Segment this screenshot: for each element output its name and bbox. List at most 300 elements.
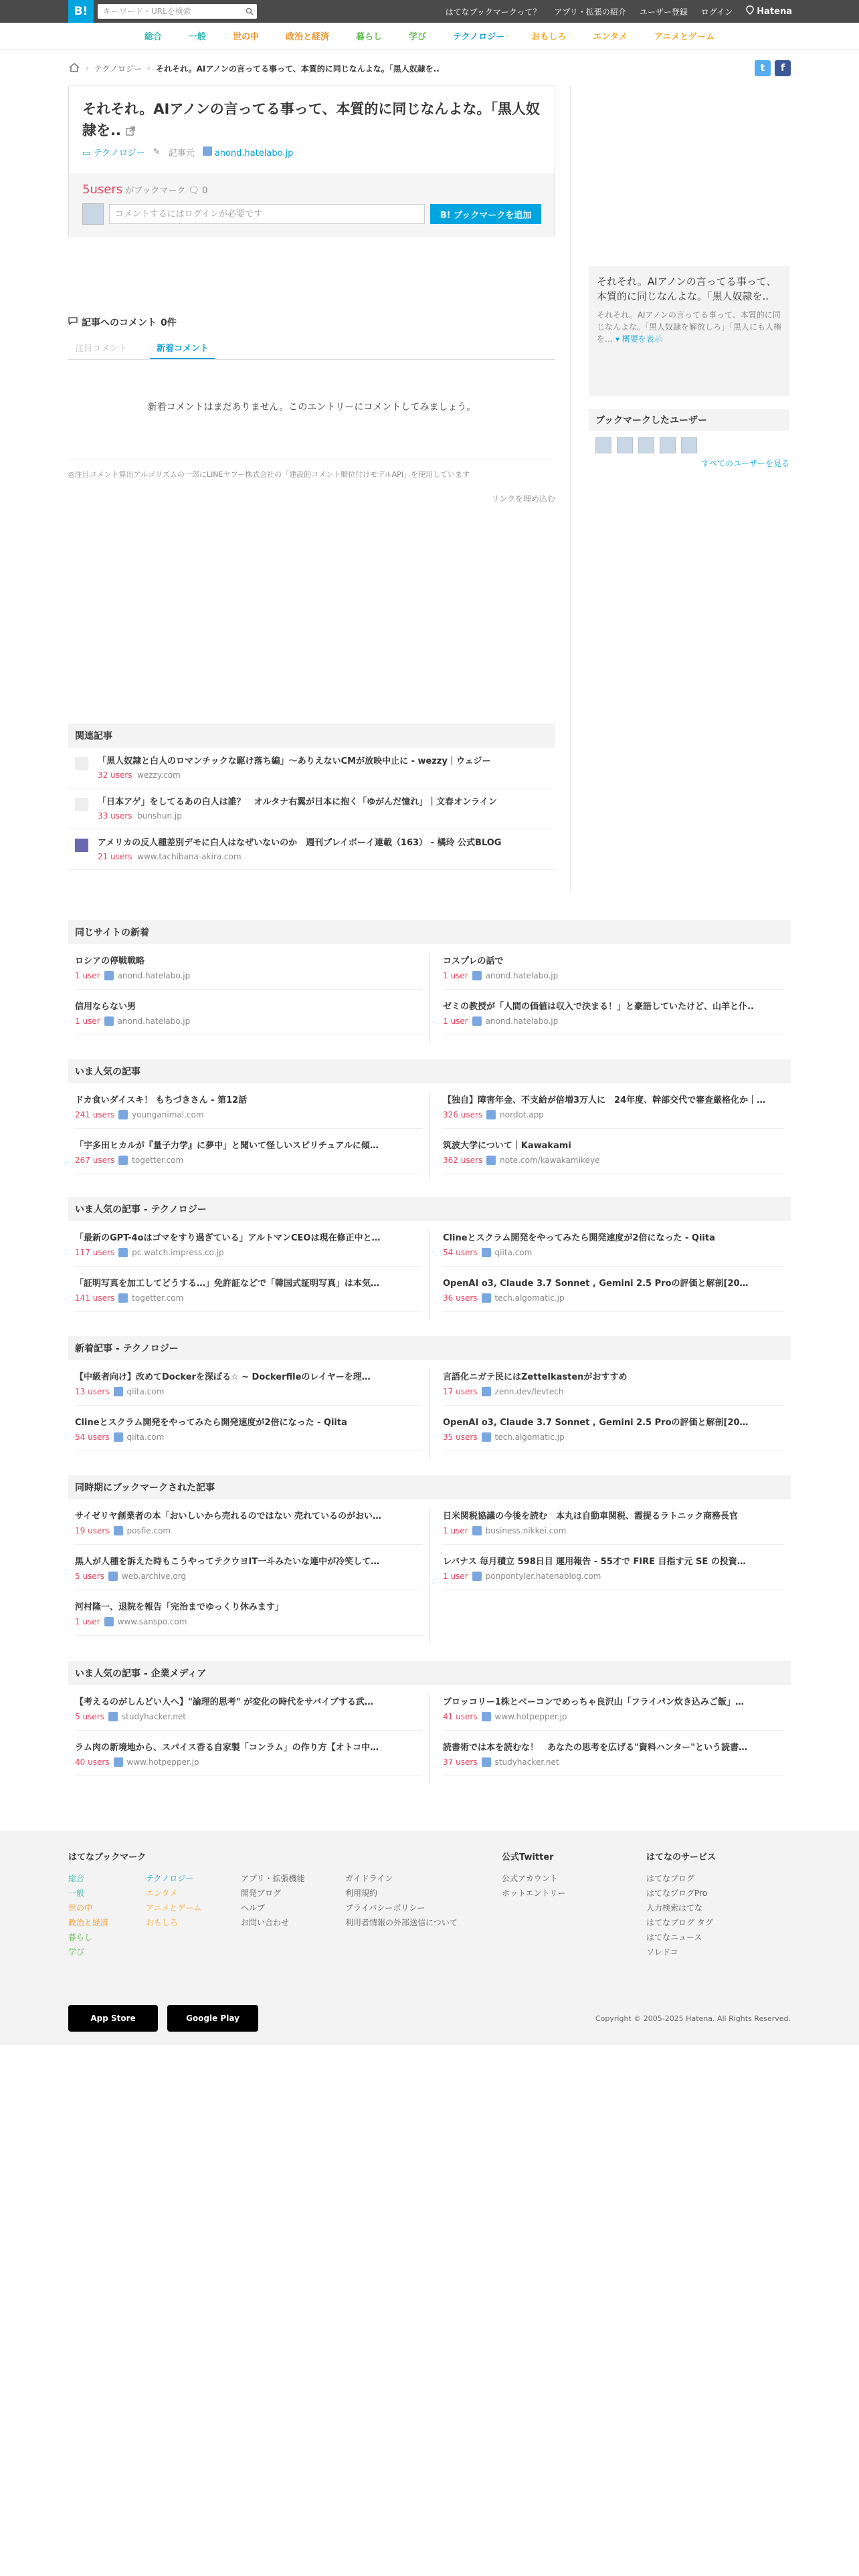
list-item[interactable] <box>443 1507 784 1545</box>
list-item[interactable] <box>75 1091 422 1129</box>
footer-link[interactable]: 政治と経済 <box>68 1918 109 1927</box>
sidebar-entry-desc <box>597 309 781 345</box>
article-meta <box>443 1526 784 1535</box>
article-domain[interactable]: anond.hatelabo.jp <box>117 971 191 980</box>
category-tab[interactable]: エンタメ <box>593 32 628 42</box>
footer-link[interactable]: 総合 <box>68 1874 85 1883</box>
article-title[interactable]: 筑波大学について｜Kawakami <box>443 1141 571 1151</box>
about-link[interactable]: はてなブックマークって？ <box>445 7 541 17</box>
article-domain[interactable]: younganimal.com <box>132 1110 204 1119</box>
footer-link[interactable]: テクノロジー <box>146 1874 194 1883</box>
article-meta <box>443 1110 784 1119</box>
list-item[interactable] <box>443 1275 784 1312</box>
article-domain[interactable]: www.sanspo.com <box>117 1617 187 1626</box>
apps-link[interactable]: アプリ・拡張の紹介 <box>554 7 626 17</box>
article-domain[interactable]: pc.watch.impress.co.jp <box>132 1248 224 1257</box>
sidebar-entry-title[interactable]: それそれ。AIアノンの言ってる事って、本質的に同じなんよな。「黒人奴隷を.. <box>597 276 777 302</box>
article-users[interactable]: 5 users <box>75 1712 104 1721</box>
favicon-icon <box>472 1016 482 1026</box>
article-users[interactable]: 362 users <box>443 1156 483 1165</box>
embed-link[interactable]: リンクを埋め込む <box>491 494 555 504</box>
hatena-bookmark-logo[interactable]: B! <box>68 0 94 23</box>
article-meta <box>443 971 784 980</box>
article-title[interactable]: 「宇多田ヒカルが『量子力学』に夢中」と聞いて怪しいスピリチュアルに傾… <box>75 1141 379 1151</box>
footer-link[interactable]: 一般 <box>68 1889 85 1898</box>
login-link[interactable]: ログイン <box>700 7 733 17</box>
google-play-button[interactable]: Google Play <box>167 2005 258 2032</box>
article-title[interactable]: 黒人が人種を訴えた時もこうやってテクウヨIT一斗みたいな連中が冷笑して… <box>75 1557 380 1567</box>
footer-link[interactable]: 世の中 <box>68 1903 93 1913</box>
category-tab[interactable]: 暮らし <box>355 32 382 42</box>
favicon-icon <box>108 1712 118 1721</box>
list-item[interactable] <box>75 1414 422 1451</box>
article-domain[interactable]: www.hotpepper.jp <box>494 1712 567 1721</box>
footer-link[interactable]: はてなブログ タグ <box>646 1918 713 1927</box>
article-users[interactable]: 33 users <box>98 811 132 821</box>
home-icon[interactable] <box>68 62 80 75</box>
list-item[interactable] <box>75 952 422 990</box>
article-title[interactable]: 【独自】障害年金、不支給が倍増3万人に 24年度、幹部交代で審査厳格化か｜… <box>443 1095 766 1105</box>
article-section <box>68 920 791 1043</box>
article-title[interactable]: Clineとスクラム開発をやってみたら開発速度が2倍になった - Qiita <box>75 1418 347 1428</box>
entry-title-text[interactable]: それそれ。AIアノンの言ってる事って、本質的に同じなんよな。「黒人奴隷を.. <box>82 101 540 138</box>
bookmarked-users-title: ブックマークしたユーザー <box>589 409 789 431</box>
copyright: Copyright © 2005-2025 Hatena. All Rights Reserved. <box>595 2014 791 2023</box>
article-users[interactable]: 54 users <box>75 1432 110 1442</box>
footer-link[interactable]: おもしろ <box>146 1918 179 1927</box>
category-tab[interactable]: 学び <box>408 32 426 42</box>
article-title[interactable]: ブロッコリー1株とベーコンでめっちゃ良沢山「フライパン炊き込みご飯」… <box>443 1697 745 1707</box>
source-label: 記事元 <box>168 148 195 158</box>
favicon-icon <box>482 1757 491 1767</box>
article-users[interactable]: 21 users <box>98 852 132 861</box>
users-count[interactable]: 5users <box>82 183 123 197</box>
article-meta <box>443 1572 784 1581</box>
article-domain[interactable]: anond.hatelabo.jp <box>117 1016 191 1026</box>
section-column-right <box>430 1507 791 1644</box>
entry-meta <box>69 142 555 163</box>
list-item[interactable] <box>443 1414 784 1451</box>
list-item[interactable] <box>75 1553 422 1590</box>
article-domain[interactable]: qiita.com <box>494 1248 533 1257</box>
article-meta <box>75 1387 422 1396</box>
category-tab[interactable]: 政治と経済 <box>285 32 329 42</box>
list-item[interactable] <box>68 788 555 829</box>
favicon-icon <box>203 146 212 156</box>
section-column-left <box>68 1229 430 1320</box>
article-users[interactable]: 1 user <box>75 1016 100 1026</box>
article-users[interactable]: 41 users <box>443 1712 478 1721</box>
favicon-icon <box>104 1016 114 1026</box>
entry-domain[interactable] <box>203 146 294 158</box>
footer-link[interactable]: 人力検索はてな <box>646 1903 703 1913</box>
article-title[interactable]: 「証明写真を加工してどうする…」免許証などで「韓国式証明写真」は本気… <box>75 1279 380 1289</box>
footer-bookmark-heading: はてなブックマーク <box>68 1852 147 1862</box>
favicon-icon <box>114 1757 123 1767</box>
footer-col <box>646 1871 713 1959</box>
see-all-users-link[interactable]: すべてのユーザーを見る <box>701 459 789 468</box>
footer-link[interactable]: ソレドコ <box>646 1947 678 1957</box>
list-item[interactable] <box>75 1229 422 1267</box>
article-domain[interactable]: posfie.com <box>126 1526 171 1535</box>
article-users[interactable]: 267 users <box>75 1156 115 1165</box>
top-links <box>446 0 792 23</box>
twitter-share-icon[interactable]: t <box>755 60 771 76</box>
category-tab[interactable]: アニメとゲーム <box>654 32 715 42</box>
show-summary-link[interactable]: ▾ 概要を表示 <box>615 334 662 344</box>
article-users[interactable]: 117 users <box>75 1248 115 1257</box>
section-column-right <box>430 1091 791 1182</box>
article-domain[interactable]: bunshun.jp <box>137 811 182 821</box>
entry-title[interactable] <box>69 86 555 142</box>
list-item[interactable] <box>75 1693 422 1731</box>
article-meta <box>75 1156 422 1165</box>
article-title[interactable]: コスプレの話で <box>443 956 504 966</box>
app-store-button[interactable]: App Store <box>68 2005 158 2032</box>
article-title[interactable]: 「黒人奴隷と白人のロマンチックな駆け落ち編」～ありえないCMが放映中止に - wezzy｜ウェジー <box>98 756 491 766</box>
avatar <box>82 203 104 225</box>
comment-bubble-icon <box>68 317 78 328</box>
category-tab[interactable]: 世の中 <box>232 32 259 42</box>
section-column-right <box>430 1368 791 1459</box>
article-users[interactable]: 1 user <box>443 1526 468 1535</box>
footer-link[interactable]: 公式アカウント <box>502 1874 558 1883</box>
article-users[interactable]: 17 users <box>443 1387 478 1396</box>
favicon-icon <box>482 1248 491 1257</box>
article-section <box>68 1475 791 1644</box>
list-item[interactable] <box>443 1368 784 1406</box>
breadcrumb <box>68 59 791 78</box>
favicon-icon <box>118 1156 128 1165</box>
article-meta <box>75 1757 422 1767</box>
article-users[interactable]: 326 users <box>443 1110 483 1119</box>
footer-link[interactable]: プライバシーポリシー <box>345 1903 425 1913</box>
article-title[interactable]: 言語化ニガテ民にはZettelkastenがおすすめ <box>443 1372 628 1382</box>
article-title[interactable]: ロシアの停戦戦略 <box>75 956 145 966</box>
breadcrumb-category[interactable]: テクノロジー <box>94 64 142 74</box>
article-domain[interactable]: business.nikkei.com <box>485 1526 567 1535</box>
footer-link[interactable]: はてなニュース <box>646 1933 702 1942</box>
list-item[interactable] <box>75 1275 422 1312</box>
article-users[interactable]: 40 users <box>75 1757 110 1767</box>
sidebar-entry-desc-text: それそれ。AIアノンの言ってる事って、本質的に同じなんよな。「黒人奴隷を解放しろ」「黒人にも人権を… <box>597 310 782 344</box>
article-title[interactable]: サイゼリヤ創業者の本「おいしいから売れるのではない 売れているのがおい… <box>75 1511 381 1521</box>
article-meta <box>75 1293 422 1303</box>
comments-heading-text: 記事へのコメント <box>82 318 157 328</box>
section-heading: 同じサイトの新着 <box>68 920 791 944</box>
list-item[interactable] <box>68 829 555 870</box>
article-section <box>68 1059 791 1182</box>
footer-link[interactable]: ホットエントリー <box>502 1889 566 1898</box>
entry-category-label: テクノロジー <box>93 148 145 158</box>
section-heading: いま人気の記事 <box>68 1059 791 1083</box>
article-users[interactable]: 1 user <box>75 971 100 980</box>
related-heading: 関連記事 <box>68 724 555 748</box>
algorithm-notice: ◎注目コメント算出アルゴリズムの一部にLINEヤフー株式会社の「建設的コメント順位付けモデルAPI」を使用しています <box>68 459 555 479</box>
top-bar <box>0 0 859 23</box>
footer-col <box>146 1871 201 1930</box>
favicon-icon <box>114 1526 123 1535</box>
footer-link[interactable]: エンタメ <box>146 1889 178 1898</box>
article-title[interactable]: OpenAI o3, Claude 3.7 Sonnet , Gemini 2.5 Proの評価と解剖[20… <box>443 1418 749 1428</box>
search-box <box>98 4 257 19</box>
article-title[interactable]: 読書術では本を読むな！ あなたの思考を広げる"資料ハンター"という読書… <box>443 1743 748 1753</box>
add-bookmark-button[interactable]: B! ブックマークを追加 <box>430 204 541 224</box>
footer-link[interactable]: はてなブログPro <box>646 1889 708 1898</box>
related-articles <box>68 724 555 870</box>
list-item[interactable] <box>75 1368 422 1406</box>
favicon-icon <box>482 1387 491 1396</box>
favicon-icon <box>104 971 114 980</box>
signup-link[interactable]: ユーザー登録 <box>639 7 688 17</box>
article-title[interactable]: アメリカの反人種差別デモに白人はなぜいないのか 週刊プレイボーイ連載（163） - 橘玲 公式BLOG <box>98 838 502 848</box>
footer-inner <box>68 1850 791 2023</box>
list-item[interactable] <box>75 1598 422 1636</box>
user-avatar[interactable] <box>617 437 633 453</box>
article-domain[interactable]: www.hotpepper.jp <box>126 1757 199 1767</box>
article-users[interactable]: 1 user <box>75 1617 100 1626</box>
article-meta <box>443 1712 784 1721</box>
article-meta <box>443 1293 784 1303</box>
category-tab[interactable]: テクノロジー <box>453 32 505 42</box>
entry-category[interactable] <box>82 146 145 158</box>
article-thumbnail <box>75 757 88 770</box>
list-item[interactable] <box>443 1137 784 1174</box>
comment-bubble-icon: 🗨 <box>188 186 199 196</box>
article-meta <box>75 1248 422 1257</box>
share-buttons <box>755 60 791 76</box>
user-avatar[interactable] <box>638 437 654 453</box>
category-tab[interactable]: 総合 <box>144 32 162 42</box>
favicon-icon <box>486 1110 496 1119</box>
entry-box <box>68 86 555 237</box>
user-avatar[interactable] <box>595 437 611 453</box>
section-heading: 新着記事 - テクノロジー <box>68 1336 791 1360</box>
article-meta <box>443 1387 784 1396</box>
hatena-brand-icon <box>746 5 754 17</box>
article-meta <box>443 1016 784 1026</box>
list-item[interactable] <box>75 998 422 1035</box>
article-meta <box>75 1110 422 1119</box>
pencil-icon: ✎ <box>153 147 161 157</box>
article-meta <box>443 1757 784 1767</box>
tab-new[interactable]: 新着コメント <box>150 337 215 359</box>
section-heading: 同時期にブックマークされた記事 <box>68 1475 791 1499</box>
comment-input[interactable] <box>109 204 425 224</box>
section-column-left <box>68 952 430 1043</box>
article-title[interactable]: 河村隆一、退院を報告「完治までゆっくり休みます」 <box>75 1602 284 1612</box>
article-meta <box>443 1432 784 1442</box>
article-meta <box>75 1432 422 1442</box>
article-users[interactable]: 1 user <box>443 1016 468 1026</box>
article-domain[interactable]: anond.hatelabo.jp <box>485 971 559 980</box>
tab-popular[interactable]: 注目コメント <box>75 344 128 354</box>
article-users[interactable]: 35 users <box>443 1432 478 1442</box>
comment-row <box>82 203 541 225</box>
article-meta <box>75 1617 422 1626</box>
article-title[interactable]: ゼミの教授が「人間の価値は収入で決まる！」と豪語していたけど、山羊と仆.. <box>443 1002 754 1012</box>
favicon-icon <box>108 1572 118 1581</box>
search-input[interactable] <box>98 7 242 16</box>
article-domain[interactable]: studyhacker.net <box>121 1712 186 1721</box>
article-users[interactable]: 36 users <box>443 1293 478 1303</box>
external-link-icon[interactable] <box>126 120 135 142</box>
comments-count: 0件 <box>161 318 177 328</box>
article-title[interactable]: 信用ならない男 <box>75 1002 136 1012</box>
list-item[interactable] <box>443 1553 784 1590</box>
footer-link[interactable]: アニメとゲーム <box>146 1903 202 1913</box>
footer-link[interactable]: 暮らし <box>68 1933 93 1942</box>
footer-link[interactable]: お問い合わせ <box>241 1918 290 1927</box>
article-domain[interactable]: wezzy.com <box>137 770 181 780</box>
bookmark-label: がブックマーク <box>125 186 186 196</box>
article-title[interactable]: 【考えるのがしんどい人へ】"論理的思考" が変化の時代をサバイブする武… <box>75 1697 373 1707</box>
article-title[interactable]: OpenAI o3, Claude 3.7 Sonnet , Gemini 2.5 Proの評価と解剖[20… <box>443 1279 749 1289</box>
footer-link[interactable]: 学び <box>68 1947 85 1957</box>
footer-link[interactable]: 利用規約 <box>345 1889 378 1898</box>
list-item[interactable] <box>75 1507 422 1545</box>
list-item[interactable] <box>68 748 555 788</box>
article-title[interactable]: ドカ食いダイスキ！ もちづきさん - 第12話 <box>75 1095 248 1105</box>
list-item[interactable] <box>75 1137 422 1174</box>
list-item[interactable] <box>443 1229 784 1267</box>
comments-heading <box>68 316 555 329</box>
favicon-icon <box>118 1248 128 1257</box>
favicon-icon <box>472 971 482 980</box>
bookmarked-users <box>589 409 789 469</box>
article-thumbnail <box>75 798 88 811</box>
article-users[interactable]: 5 users <box>75 1572 104 1581</box>
bookmark-panel <box>69 173 555 237</box>
favicon-icon <box>114 1432 123 1442</box>
footer-col <box>241 1871 305 1930</box>
favicon-icon <box>482 1712 491 1721</box>
article-users[interactable]: 37 users <box>443 1757 478 1767</box>
footer-link[interactable]: はてなブログ <box>646 1874 695 1883</box>
search-icon[interactable] <box>242 7 257 15</box>
article-domain[interactable]: ponpontyler.hatenablog.com <box>485 1572 601 1581</box>
article-title[interactable]: 「日本アゲ」をしてるあの白人は誰？ オルタナ右翼が日本に抱く「ゆがんだ憧れ」｜文春オンライン <box>98 797 497 807</box>
article-domain[interactable]: anond.hatelabo.jp <box>485 1016 559 1026</box>
article-domain[interactable]: qiita.com <box>126 1432 165 1442</box>
footer-link[interactable]: ヘルプ <box>241 1903 266 1913</box>
section-column-left <box>68 1693 430 1784</box>
users-line <box>82 183 541 197</box>
monitor-icon: ▭ <box>82 148 91 158</box>
category-nav <box>0 23 859 49</box>
favicon-icon <box>118 1110 128 1119</box>
article-domain[interactable]: tech.algomatic.jp <box>494 1293 565 1303</box>
no-comments-message: 新着コメントはまだありません。このエントリーにコメントしてみましょう。 <box>147 402 476 413</box>
article-users[interactable]: 32 users <box>98 770 132 780</box>
article-users[interactable]: 13 users <box>75 1387 110 1396</box>
article-domain[interactable]: www.tachibana-akira.com <box>137 852 242 861</box>
facebook-share-icon[interactable]: f <box>775 60 791 76</box>
article-title[interactable]: 「最新のGPT-4oはゴマをすり過ぎている」アルトマンCEOは現在修正中と… <box>75 1233 381 1243</box>
show-summary-label: 概要を表示 <box>622 334 662 344</box>
favicon-icon <box>472 1526 482 1535</box>
category-tab[interactable]: 一般 <box>188 32 206 42</box>
section-column-right <box>430 952 791 1043</box>
article-users[interactable]: 1 user <box>443 1572 468 1581</box>
article-section <box>68 1336 791 1459</box>
hatena-brand-link[interactable] <box>746 5 792 17</box>
section-column-left <box>68 1368 430 1459</box>
article-meta <box>443 1156 784 1165</box>
article-domain[interactable]: togetter.com <box>132 1293 184 1303</box>
article-domain[interactable]: qiita.com <box>126 1387 165 1396</box>
footer-link[interactable]: 利用者情報の外部送信について <box>345 1918 458 1927</box>
article-domain[interactable]: note.com/kawakamikeye <box>500 1156 600 1165</box>
section-column-left <box>68 1507 430 1644</box>
article-section <box>68 1197 791 1320</box>
article-users[interactable]: 19 users <box>75 1526 110 1535</box>
article-section <box>68 1661 791 1784</box>
footer-col <box>502 1871 566 1901</box>
favicon-icon <box>104 1617 114 1626</box>
article-domain[interactable]: studyhacker.net <box>494 1757 559 1767</box>
article-domain[interactable]: zenn.dev/levtech <box>494 1387 564 1396</box>
article-domain[interactable]: nordot.app <box>500 1110 544 1119</box>
article-title[interactable]: 【中級者向け】改めてDockerを深ぼる☆ ~ Dockerfileのレイヤーを理… <box>75 1372 371 1382</box>
article-users[interactable]: 141 users <box>75 1293 115 1303</box>
article-users[interactable]: 1 user <box>443 971 468 980</box>
article-meta <box>75 1016 422 1026</box>
section-column-right <box>430 1693 791 1784</box>
footer-twitter-heading: 公式Twitter <box>502 1852 554 1862</box>
favicon-icon <box>114 1387 123 1396</box>
section-heading: いま人気の記事 - テクノロジー <box>68 1197 791 1221</box>
article-domain[interactable]: tech.algomatic.jp <box>494 1432 565 1442</box>
list-item[interactable] <box>443 1693 784 1731</box>
user-avatars <box>589 431 789 453</box>
list-item[interactable] <box>443 998 784 1035</box>
favicon-icon <box>482 1293 491 1303</box>
list-item[interactable] <box>443 952 784 990</box>
article-meta <box>75 971 422 980</box>
footer-link[interactable]: ガイドライン <box>345 1874 393 1883</box>
list-item[interactable] <box>443 1091 784 1129</box>
breadcrumb-separator: › <box>147 64 151 73</box>
list-item[interactable] <box>75 1739 422 1776</box>
article-title[interactable]: 日米関税協議の今後を読む 本丸は自動車関税、霞提るラトニック商務長官 <box>443 1511 738 1521</box>
user-avatar[interactable] <box>660 437 676 453</box>
article-title[interactable]: ラム肉の新境地から、スパイス香る自家製「コンラム」の作り方【オトコ中… <box>75 1743 379 1753</box>
section-heading: いま人気の記事 - 企業メディア <box>68 1661 791 1685</box>
list-item[interactable] <box>443 1739 784 1776</box>
footer-col <box>345 1871 458 1930</box>
favicon-icon <box>472 1572 482 1581</box>
comments-section <box>68 316 555 504</box>
footer-col <box>68 1871 108 1959</box>
favicon-icon <box>118 1293 128 1303</box>
footer-link[interactable]: 開発ブログ <box>241 1889 282 1898</box>
footer-link[interactable]: アプリ・拡張機能 <box>241 1874 305 1883</box>
article-title[interactable]: レバナス 毎月積立 598日目 運用報告 - 55才で FIRE 目指す元 SE の投資… <box>443 1557 746 1567</box>
category-tab[interactable]: おもしろ <box>531 32 567 42</box>
article-thumbnail <box>75 839 88 852</box>
article-domain[interactable]: togetter.com <box>132 1156 184 1165</box>
article-title[interactable]: Clineとスクラム開発をやってみたら開発速度が2倍になった - Qiita <box>443 1233 715 1243</box>
article-users[interactable]: 241 users <box>75 1110 115 1119</box>
article-users[interactable]: 54 users <box>443 1248 478 1257</box>
user-avatar[interactable] <box>681 437 697 453</box>
article-meta <box>75 1526 422 1535</box>
section-column-right <box>430 1229 791 1320</box>
favicon-icon <box>482 1432 491 1442</box>
hatena-brand-label: Hatena <box>757 6 792 17</box>
article-domain[interactable]: web.archive.org <box>121 1572 187 1581</box>
